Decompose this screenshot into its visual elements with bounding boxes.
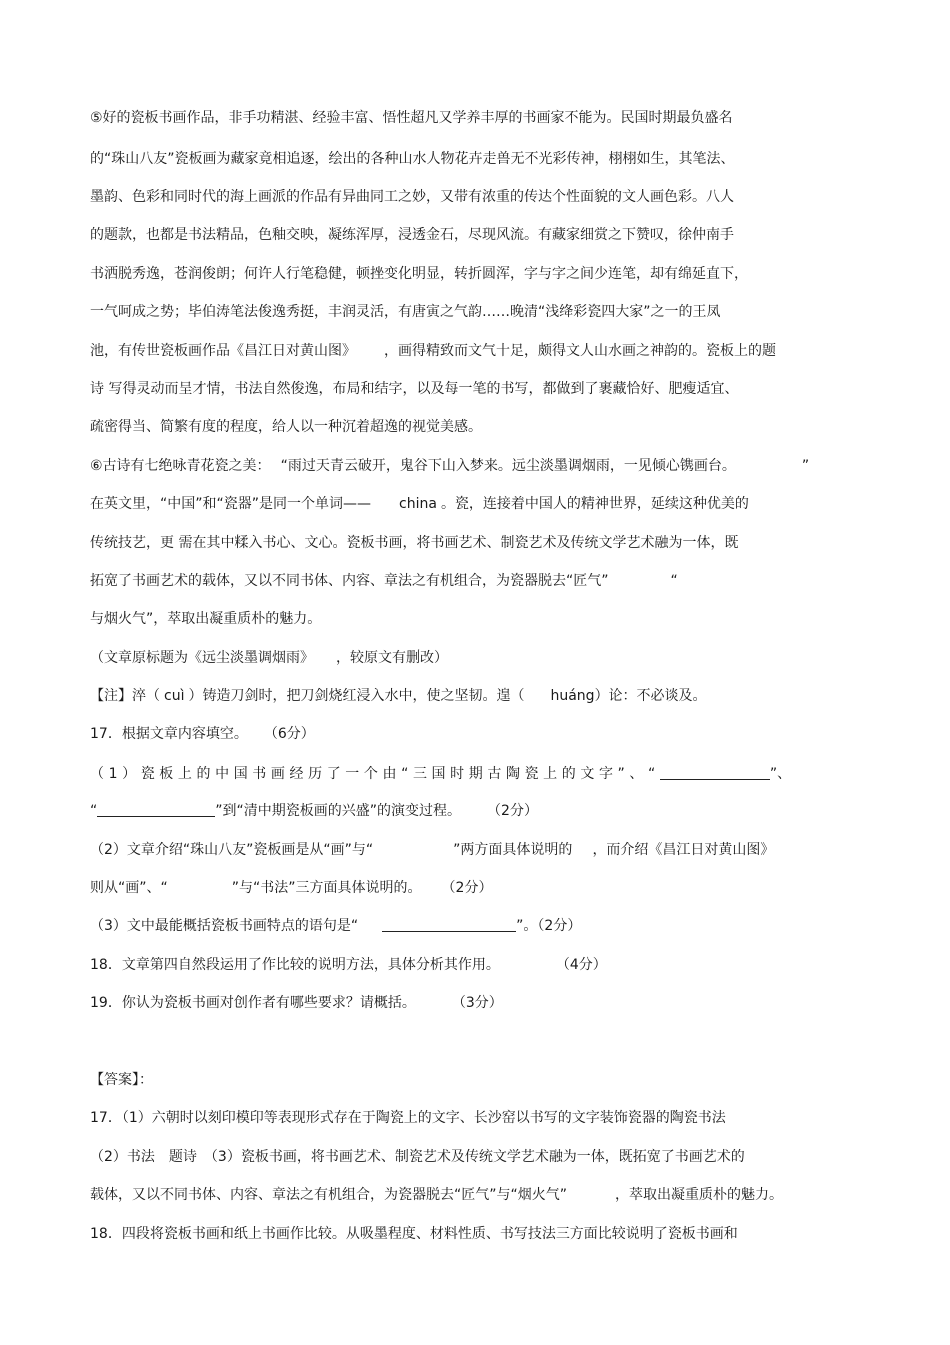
paragraph-5-line-7: 池，有传世瓷板画作品《昌江日对黄山图》 ，画得精致而文气十足，颇得文人山水画之神韵的。瓷板上的题	[90, 343, 776, 359]
paragraph-6-line-4: 拓宽了书画艺术的载体，又以不同书体、内容、章法之有机组合，为瓷器脱去“匠气” “	[90, 573, 678, 589]
answer-blank[interactable]	[97, 802, 215, 817]
question-17-2-line-1: （2）文章介绍“珠山八友”瓷板画是从“画”与“ ”两方面具体说明的 ，而介绍《昌江日对黄山图》	[90, 842, 775, 858]
paragraph-6-line-5: 与烟火气”，萃取出凝重质朴的魅力。	[90, 611, 322, 627]
paragraph-6-line-3: 传统技艺，更 需在其中糅入书心、文心。瓷板书画，将书画艺术、制瓷艺术及传统文学艺术融为一体，既	[90, 535, 739, 551]
question-19: 19．你认为瓷板书画对创作者有哪些要求？请概括。 （3分）	[90, 995, 503, 1011]
paragraph-5-line-1: ⑤好的瓷板书画作品，非手功精湛、经验丰富、悟性超凡又学养丰厚的书画家不能为。民国时期最负盛名	[90, 110, 733, 126]
question-17: 17．根据文章内容填空。 （6分）	[90, 726, 315, 742]
answer-blank[interactable]	[382, 917, 516, 932]
answer-17-line-2: （2）书法 题诗 （3）瓷板书画，将书画艺术、制瓷艺术及传统文学艺术融为一体，既拓宽了书画艺术的	[90, 1149, 745, 1165]
paragraph-5-line-8: 诗 写得灵动而呈才情，书法自然俊逸，布局和结字，以及每一笔的书写，都做到了裹藏恰好、肥瘦适宜、	[90, 381, 739, 397]
answer-18-line-1: 18．四段将瓷板书画和纸上书画作比较。从吸墨程度、材料性质、书写技法三方面比较说明了瓷板书画和	[90, 1226, 738, 1242]
annotation-note: 【注】淬（ cuì ）铸造刀剑时，把刀剑烧红浸入水中，使之坚韧。遑（ huáng）论：不必谈及。	[90, 688, 707, 704]
paragraph-6-line-2: 在英文里，“中国”和“瓷器”是同一个单词—— china 。瓷，连接着中国人的精神世界，延续这种优美的	[90, 496, 749, 512]
question-17-1-line-1: （1）瓷板上的中国书画经历了一个由“三国时期古陶瓷上的文字”、“ ”、	[90, 766, 792, 782]
paragraph-6-line-1: ⑥古诗有七绝咏青花瓷之美： “雨过天青云破开，鬼谷下山入梦来。远尘淡墨调烟雨，一见倾心镌画台。 ”	[90, 458, 810, 474]
paragraph-5-line-2: 的“珠山八友”瓷板画为藏家竟相追逐，绘出的各种山水人物花卉走兽无不光彩传神，栩栩如生，其笔法、	[90, 151, 735, 167]
question-17-3: （3）文中最能概括瓷板书画特点的语句是“ ”。（2分）	[90, 918, 582, 934]
answer-heading: 【答案】：	[90, 1072, 153, 1088]
paragraph-5-line-9: 疏密得当、简繁有度的程度，给人以一种沉着超逸的视觉美感。	[90, 419, 482, 435]
answer-17-line-1: 17．（1）六朝时以刻印模印等表现形式存在于陶瓷上的文字、长沙窑以书写的文字装饰瓷器的陶瓷书法	[90, 1110, 726, 1126]
answer-17-line-3: 载体，又以不同书体、内容、章法之有机组合，为瓷器脱去“匠气”与“烟火气” ，萃取出凝重质朴的魅力。	[90, 1187, 784, 1203]
paragraph-5-line-3: 墨韵、色彩和同时代的海上画派的作品有异曲同工之妙，又带有浓重的传达个性面貌的文人画色彩。八人	[90, 189, 734, 205]
paragraph-5-line-6: 一气呵成之势；毕伯涛笔法俊逸秀挺，丰润灵活，有唐寅之气韵……晚清“浅绛彩瓷四大家”之一的王凤	[90, 304, 721, 320]
source-note: （文章原标题为《远尘淡墨调烟雨》 ，较原文有删改）	[90, 650, 448, 666]
paragraph-5-line-5: 书洒脱秀逸，苍润俊朗；何许人行笔稳健，顿挫变化明显，转折圆浑，字与字之间少连笔，却有绵延直下，	[90, 266, 748, 282]
question-17-1-line-2: “ ”到“清中期瓷板画的兴盛”的演变过程。 （2分）	[90, 803, 538, 819]
question-18: 18．文章第四自然段运用了作比较的说明方法，具体分析其作用。 （4分）	[90, 957, 607, 973]
answer-blank[interactable]	[660, 765, 770, 780]
question-17-2-line-2: 则从“画”、“ ”与“书法”三方面具体说明的。 （2分）	[90, 880, 493, 896]
paragraph-5-line-4: 的题款，也都是书法精品，色釉交映，凝练浑厚，浸透金石，尽现风流。有藏家细赏之下赞叹，徐仲南手	[90, 227, 734, 243]
